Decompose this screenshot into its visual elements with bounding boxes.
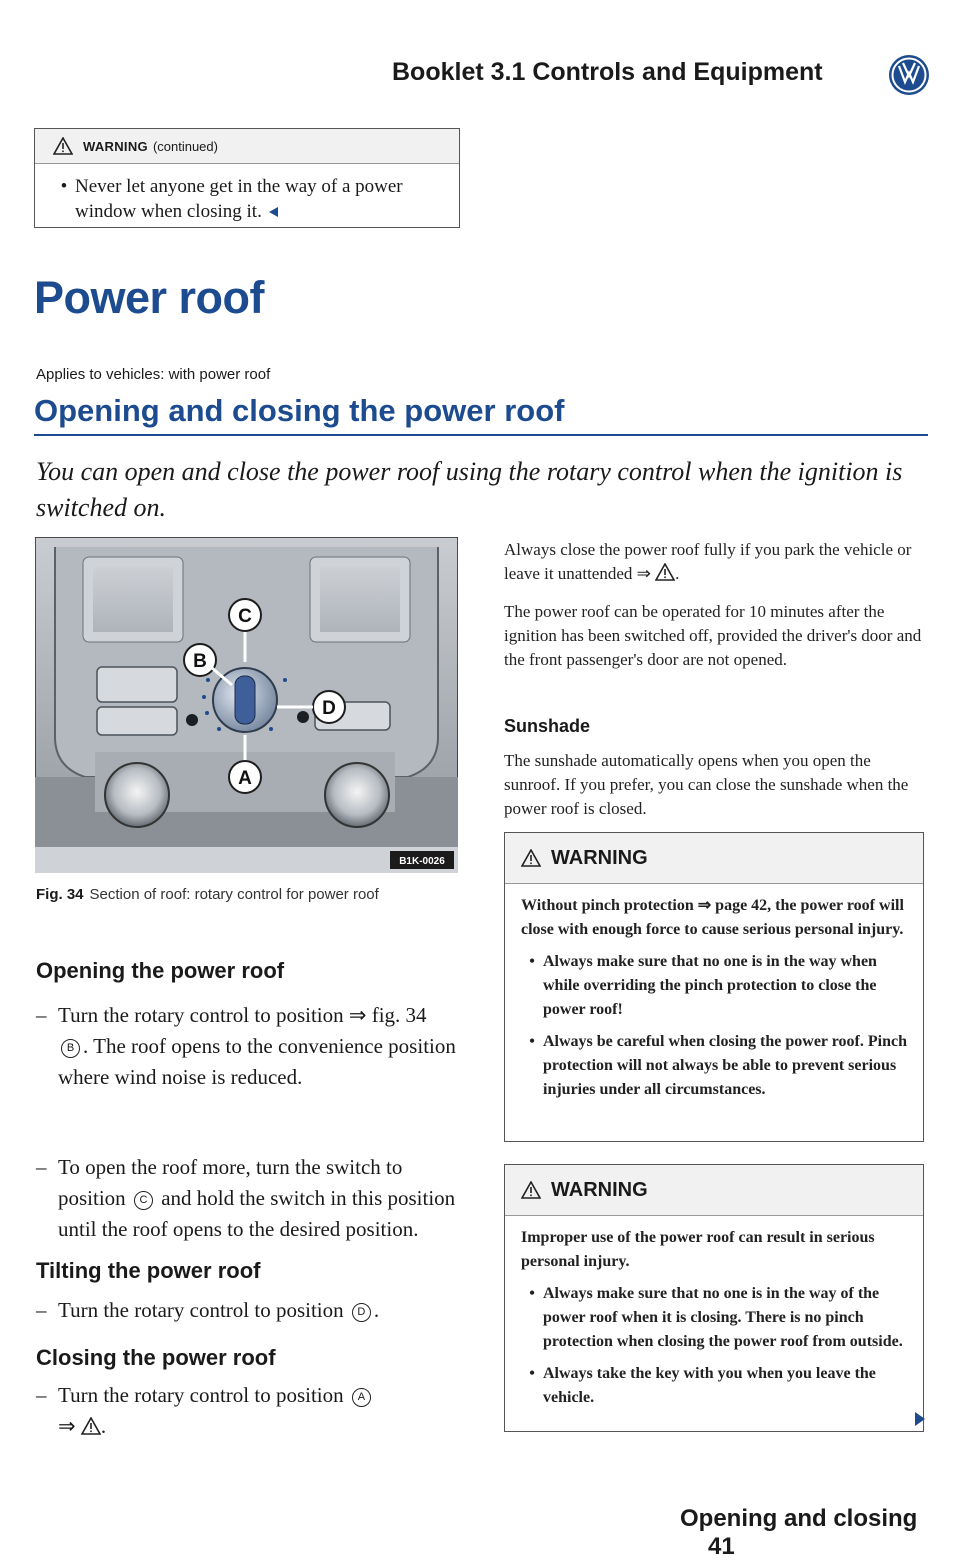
warning-triangle-icon [521, 849, 541, 867]
roof-control-figure [35, 537, 458, 873]
continued-arrow-icon [915, 1412, 925, 1426]
callout-b-label: B [193, 651, 207, 672]
right-paragraph-2: The power roof can be operated for 10 minutes after the ignition has been switched off, provided the driver's door and the front passenger's door are not opened. [504, 602, 922, 669]
warning-1-bullet-2: • Always be careful when closing the power roof. Pinch protection will not always be able to prevent serious injuries under all circumstances. [529, 1033, 907, 1098]
warning-2-bullet-1: • Always make sure that no one is in the way of the power roof when it is closing. There is no pinch protection when closing the power roof from outside. [529, 1285, 903, 1350]
running-header: Booklet 3.1 Controls and Equipment [392, 58, 823, 86]
position-a-symbol: A [352, 1388, 371, 1407]
intro-text: You can open and close the power roof using the rotary control when the ignition is switched on. [36, 457, 903, 522]
callout-a-label: A [238, 768, 252, 789]
warning-triangle-icon [521, 1181, 541, 1199]
warning-label: WARNING [551, 1178, 648, 1201]
opening-step-1: – Turn the rotary control to position ⇒ fig. 34 B . The roof opens to the convenience position where wind noise is reduced. [36, 1003, 456, 1089]
closing-heading: Closing the power roof [36, 1345, 276, 1370]
page-link[interactable]: page 42 [715, 897, 768, 914]
closing-step: – Turn the rotary control to position A ⇒ . [36, 1380, 456, 1442]
warning-label: WARNING [551, 846, 648, 869]
warning-label: WARNING [83, 138, 148, 154]
heading-rule [34, 434, 928, 436]
applies-note: Applies to vehicles: with power roof [36, 366, 271, 383]
opening-step-2: – To open the roof more, turn the switch to position C and hold the switch in this position until the roof opens to the desired position. [36, 1155, 456, 1241]
sunshade-heading: Sunshade [504, 716, 591, 736]
tilting-heading: Tilting the power roof [36, 1258, 261, 1283]
warning-triangle-icon [53, 137, 73, 155]
end-of-section-icon [267, 206, 279, 218]
figure-link[interactable]: fig. 34 [371, 1003, 427, 1027]
footer-section: Opening and closing [680, 1505, 918, 1532]
warning-triangle-icon [655, 563, 675, 581]
vw-logo-icon [888, 54, 930, 96]
warning-1-bullet-1: • Always make sure that no one is in the way when while overriding the pinch protection to close the power roof! [529, 953, 877, 1018]
figure-number: Fig. 34 [36, 886, 84, 903]
figure-caption-text: Section of roof: rotary control for power roof [89, 886, 379, 903]
position-b-symbol: B [61, 1039, 80, 1058]
warning-2-bullet-2: • Always take the key with you when you leave the vehicle. [529, 1365, 876, 1406]
sunshade-text: The sunshade automatically opens when you open the sunroof. If you prefer, you can close the sunshade when the power roof is closed. [504, 751, 909, 818]
warning-continued-box [34, 128, 460, 228]
warning-1-intro: Without pinch protection ⇒ page 42, the power roof will close with enough force to cause serious personal injury. [521, 897, 904, 938]
position-d-symbol: D [352, 1303, 371, 1322]
callout-d-label: D [322, 698, 336, 719]
image-code: B1K-0026 [399, 856, 445, 867]
warning-box-2 [504, 1164, 924, 1432]
page-footer [680, 1505, 960, 1561]
callout-c-label: C [238, 606, 252, 627]
warning-text: Never let anyone get in the way of a power window when closing it. [75, 176, 403, 222]
position-c-symbol: C [134, 1191, 153, 1210]
warning-triangle-icon [81, 1417, 101, 1435]
warning-2-intro: Improper use of the power roof can result in serious personal injury. [521, 1229, 875, 1270]
opening-heading: Opening the power roof [36, 958, 285, 983]
right-paragraph-1: Always close the power roof fully if you park the vehicle or leave it unattended ⇒ . [504, 540, 912, 583]
page-title: Power roof [34, 272, 265, 323]
bullet-icon: • [60, 176, 68, 197]
tilting-step: – Turn the rotary control to position D . [36, 1298, 380, 1322]
warning-box-1 [504, 832, 924, 1142]
section-heading: Opening and closing the power roof [34, 393, 565, 428]
figure-caption [36, 884, 446, 906]
continued-label: (continued) [152, 138, 218, 154]
page-number: 41 [708, 1533, 735, 1560]
